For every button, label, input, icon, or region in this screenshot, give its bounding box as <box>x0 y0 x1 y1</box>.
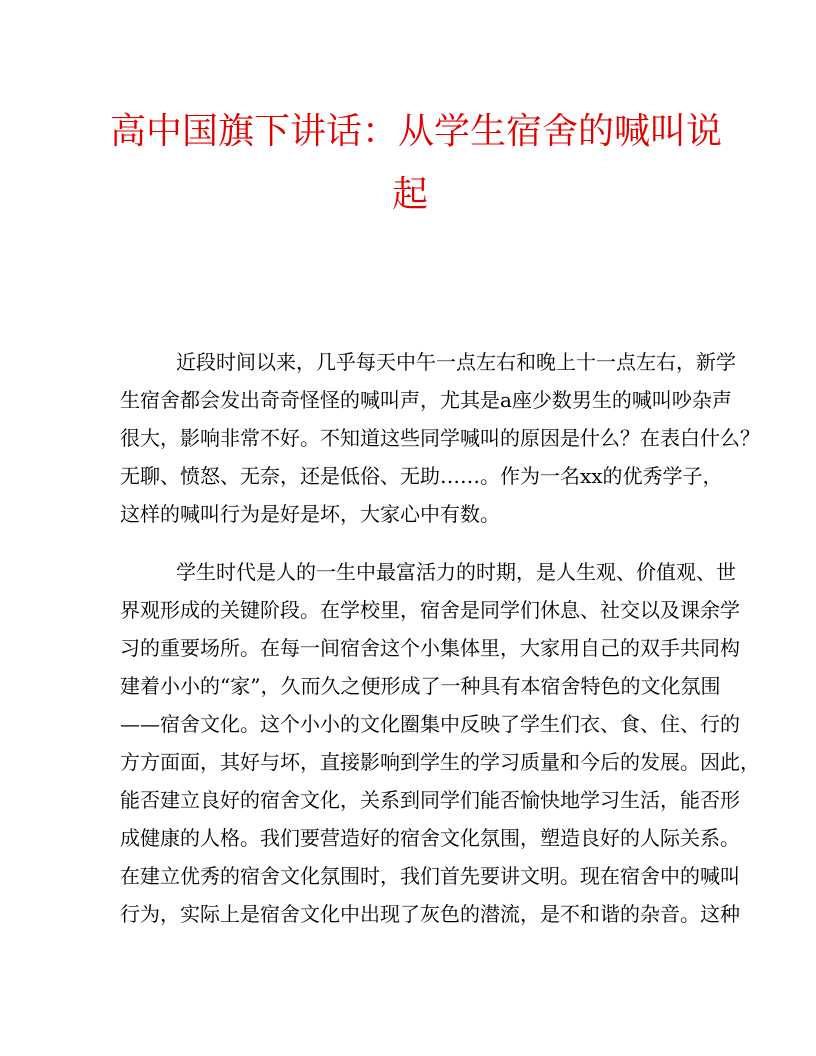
paragraph-2-line-3: 习的重要场所。在每一间宿舍这个小集体里，大家用自己的双手共同构 <box>120 636 740 660</box>
document-title-line-1: 高中国旗下讲话：从学生宿舍的喊叫说 <box>110 111 723 152</box>
document-title-line-2: 起 <box>391 174 428 215</box>
paragraph-1-line-4: 无聊、愤怒、无奈，还是低俗、无助……。作为一名xx的优秀学子， <box>120 464 723 488</box>
paragraph-1-line-2: 生宿舍都会发出奇奇怪怪的喊叫声，尤其是a座少数男生的喊叫吵杂声 <box>120 388 732 412</box>
paragraph-2-line-2: 界观形成的关键阶段。在学校里，宿舍是同学们休息、社交以及课余学 <box>120 598 740 622</box>
paragraph-1-line-3: 很大，影响非常不好。不知道这些同学喊叫的原因是什么？在表白什么？ <box>120 426 760 450</box>
paragraph-2-line-1: 学生时代是人的一生中最富活力的时期，是人生观、价值观、世 <box>176 560 736 584</box>
paragraph-2-line-9: 在建立优秀的宿舍文化氛围时，我们首先要讲文明。现在宿舍中的喊叫 <box>120 864 740 888</box>
paragraph-1-line-5: 这样的喊叫行为是好是坏，大家心中有数。 <box>120 502 500 526</box>
paragraph-1-line-1: 近段时间以来，几乎每天中午一点左右和晚上十一点左右，新学 <box>176 350 736 374</box>
paragraph-2-line-5: ——宿舍文化。这个小小的文化圈集中反映了学生们衣、食、住、行的 <box>120 712 740 736</box>
paragraph-2-line-6: 方方面面，其好与坏，直接影响到学生的学习质量和今后的发展。因此， <box>120 750 760 774</box>
paragraph-2-line-7: 能否建立良好的宿舍文化，关系到同学们能否愉快地学习生活，能否形 <box>120 788 740 812</box>
paragraph-2-line-8: 成健康的人格。我们要营造好的宿舍文化氛围，塑造良好的人际关系。 <box>120 826 740 850</box>
paragraph-2-line-10: 行为，实际上是宿舍文化中出现了灰色的潜流，是不和谐的杂音。这种 <box>120 902 740 926</box>
paragraph-2-line-4: 建着小小的“家”，久而久之便形成了一种具有本宿舍特色的文化氛围 <box>120 674 721 698</box>
